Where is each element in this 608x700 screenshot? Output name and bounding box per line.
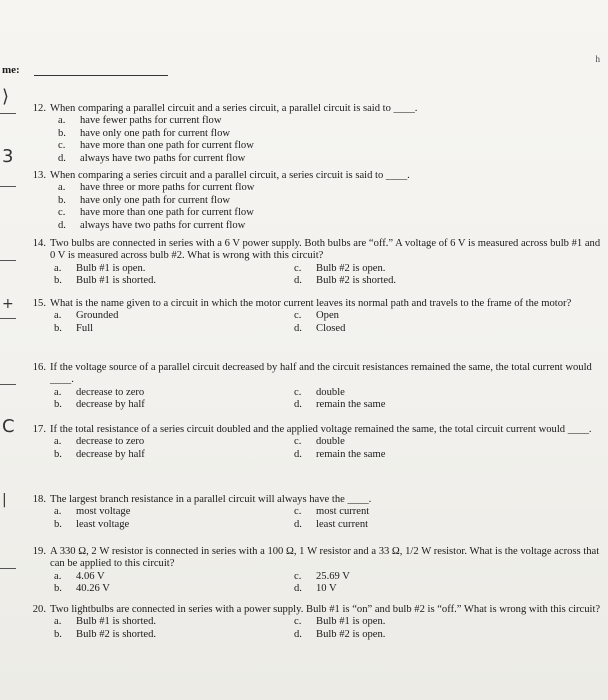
option-a[interactable]: a. Grounded: [54, 310, 119, 322]
handwritten-mark-q15: +: [2, 296, 14, 312]
option-d[interactable]: d. always have two paths for current flow: [58, 152, 246, 164]
option-d[interactable]: d. always have two paths for current flow: [58, 219, 246, 231]
option-b[interactable]: b. Bulb #2 is shorted.: [54, 628, 157, 640]
option-b[interactable]: b. Full: [54, 322, 94, 334]
question-text: The largest branch resistance in a parallel circuit will always have the ____.: [50, 494, 372, 505]
name-label: me:: [2, 64, 20, 76]
answer-line-15: [0, 318, 16, 319]
option-d[interactable]: d. remain the same: [294, 448, 386, 460]
option-b[interactable]: b. 40.26 V: [54, 583, 110, 595]
option-c[interactable]: c. have more than one path for current flow: [58, 140, 254, 152]
question-number: 12.: [32, 103, 46, 114]
answer-line-13: [0, 186, 16, 187]
option-d[interactable]: d. Bulb #2 is shorted.: [294, 275, 397, 287]
handwritten-mark-q17: C: [2, 416, 15, 437]
question-14: [18, 238, 602, 288]
option-c[interactable]: c. double: [294, 436, 345, 448]
question-number: 16.: [32, 362, 46, 373]
question-text: If the voltage source of a parallel circuit decreased by half and the circuit resistances remained the same, the total current would ____.: [50, 362, 592, 386]
question-16: [18, 362, 602, 412]
answer-line-19: [0, 568, 16, 569]
question-text: A 330 Ω, 2 W resistor is connected in series with a 100 Ω, 1 W resistor and a 33 Ω, 1/2 W resistor. What is the voltage across that can be applied to this circuit?: [50, 546, 600, 570]
question-number: 15.: [32, 298, 46, 309]
answer-line-16: [0, 384, 16, 385]
question-number: 19.: [32, 546, 46, 557]
option-d[interactable]: d. least current: [294, 518, 369, 530]
question-text: When comparing a series circuit and a parallel circuit, a series circuit is said to ____.: [50, 170, 410, 181]
option-b[interactable]: b. decrease by half: [54, 399, 145, 411]
option-a[interactable]: a. have three or more paths for current flow: [58, 182, 255, 194]
question-number: 20.: [32, 604, 46, 615]
question-17: [18, 424, 602, 461]
option-d[interactable]: d. Bulb #2 is open.: [294, 628, 386, 640]
corner-mark: h: [595, 54, 600, 64]
question-12: [18, 103, 602, 165]
handwritten-mark-q18: |: [2, 492, 7, 508]
name-blank-line: [34, 75, 168, 76]
option-a[interactable]: a. 4.06 V: [54, 570, 105, 582]
question-number: 14.: [32, 238, 46, 249]
question-number: 17.: [32, 424, 46, 435]
question-text: What is the name given to a circuit in which the motor current leaves its normal path and travels to the frame of the motor?: [50, 298, 572, 309]
answer-line-12: [0, 113, 16, 114]
question-19: [18, 546, 602, 596]
option-c[interactable]: c. have more than one path for current flow: [58, 207, 254, 219]
question-text: If the total resistance of a series circuit doubled and the applied voltage remained the same, the total circuit current would ____.: [50, 424, 592, 435]
option-a[interactable]: a. Bulb #1 is shorted.: [54, 616, 157, 628]
option-c[interactable]: c. 25.69 V: [294, 570, 350, 582]
option-c[interactable]: c. Bulb #2 is open.: [294, 262, 386, 274]
option-d[interactable]: d. Closed: [294, 322, 346, 334]
question-20: [18, 604, 602, 641]
handwritten-mark-q13: 3: [2, 146, 14, 167]
option-a[interactable]: a. Bulb #1 is open.: [54, 262, 146, 274]
option-b[interactable]: b. decrease by half: [54, 448, 145, 460]
option-d[interactable]: d. remain the same: [294, 399, 386, 411]
question-number: 13.: [32, 170, 46, 181]
option-d[interactable]: d. 10 V: [294, 583, 337, 595]
option-b[interactable]: b. have only one path for current flow: [58, 127, 231, 139]
question-text: Two lightbulbs are connected in series with a power supply. Bulb #1 is “on” and bulb #2 is “off.” What is wrong with this circuit?: [50, 604, 601, 615]
question-text: Two bulbs are connected in series with a 6 V power supply. Both bulbs are “off.” A voltage of 6 V is measured across bulb #1 and 0 V is measured across bulb #2. What is wrong with this circuit?: [50, 238, 601, 262]
question-15: [18, 298, 602, 335]
option-a[interactable]: a. decrease to zero: [54, 436, 145, 448]
option-c[interactable]: c. double: [294, 386, 345, 398]
option-c[interactable]: c. Open: [294, 310, 339, 322]
answer-line-14: [0, 260, 16, 261]
handwritten-mark-q12: ⟩: [2, 86, 10, 107]
option-c[interactable]: c. most current: [294, 506, 370, 518]
option-a[interactable]: a. have fewer paths for current flow: [58, 115, 222, 127]
question-18: [18, 494, 602, 531]
option-a[interactable]: a. most voltage: [54, 506, 131, 518]
option-a[interactable]: a. decrease to zero: [54, 386, 145, 398]
option-b[interactable]: b. have only one path for current flow: [58, 194, 231, 206]
option-c[interactable]: c. Bulb #1 is open.: [294, 616, 386, 628]
option-b[interactable]: b. least voltage: [54, 518, 130, 530]
option-b[interactable]: b. Bulb #1 is shorted.: [54, 275, 157, 287]
question-13: [18, 170, 602, 232]
question-text: When comparing a parallel circuit and a series circuit, a parallel circuit is said to ____.: [50, 103, 418, 114]
question-number: 18.: [32, 494, 46, 505]
